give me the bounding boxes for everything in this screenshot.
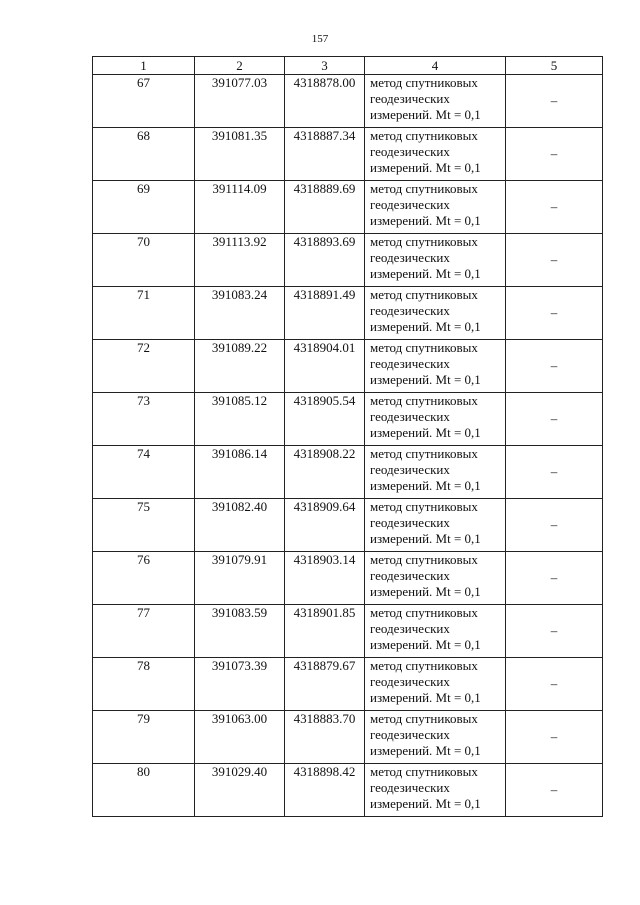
method-cell bbox=[365, 75, 506, 128]
coordinate-x-cell: 391081.35 bbox=[195, 128, 285, 181]
method-line: геодезических bbox=[370, 144, 450, 159]
method-line: измерений. Mt = 0,1 bbox=[370, 796, 481, 811]
method-line: измерений. Mt = 0,1 bbox=[370, 425, 481, 440]
method-line: измерений. Mt = 0,1 bbox=[370, 319, 481, 334]
method-line: геодезических bbox=[370, 303, 450, 318]
coordinate-y-cell: 4318889.69 bbox=[285, 181, 365, 234]
method-cell bbox=[365, 499, 506, 552]
coordinate-x-cell: 391085.12 bbox=[195, 393, 285, 446]
method-line: измерений. Mt = 0,1 bbox=[370, 160, 481, 175]
table-row bbox=[93, 605, 603, 658]
method-cell bbox=[365, 605, 506, 658]
method-line: метод спутниковых bbox=[370, 658, 478, 673]
method-line: метод спутниковых bbox=[370, 393, 478, 408]
point-number-cell: 69 bbox=[93, 181, 195, 234]
method-cell bbox=[365, 234, 506, 287]
coordinates-table bbox=[92, 56, 603, 817]
method-cell bbox=[365, 446, 506, 499]
table-row bbox=[93, 234, 603, 287]
point-number-cell: 72 bbox=[93, 340, 195, 393]
point-number-cell: 74 bbox=[93, 446, 195, 499]
method-line: измерений. Mt = 0,1 bbox=[370, 637, 481, 652]
method-line: метод спутниковых bbox=[370, 499, 478, 514]
method-line: метод спутниковых bbox=[370, 340, 478, 355]
method-cell bbox=[365, 128, 506, 181]
coordinate-y-cell: 4318908.22 bbox=[285, 446, 365, 499]
coordinate-x-cell: 391073.39 bbox=[195, 658, 285, 711]
point-number-cell: 68 bbox=[93, 128, 195, 181]
table-body bbox=[93, 75, 603, 817]
method-line: геодезических bbox=[370, 356, 450, 371]
coordinate-x-cell: 391114.09 bbox=[195, 181, 285, 234]
method-cell bbox=[365, 552, 506, 605]
method-cell bbox=[365, 340, 506, 393]
point-number-cell: 75 bbox=[93, 499, 195, 552]
table-row bbox=[93, 128, 603, 181]
method-line: измерений. Mt = 0,1 bbox=[370, 478, 481, 493]
method-line: измерений. Mt = 0,1 bbox=[370, 584, 481, 599]
method-line: измерений. Mt = 0,1 bbox=[370, 107, 481, 122]
method-line: геодезических bbox=[370, 568, 450, 583]
note-cell: – bbox=[506, 499, 603, 552]
note-cell: – bbox=[506, 128, 603, 181]
method-line: метод спутниковых bbox=[370, 128, 478, 143]
method-line: метод спутниковых bbox=[370, 446, 478, 461]
table-row bbox=[93, 340, 603, 393]
coordinate-x-cell: 391082.40 bbox=[195, 499, 285, 552]
table-row bbox=[93, 658, 603, 711]
column-header-4: 4 bbox=[365, 57, 506, 75]
method-line: геодезических bbox=[370, 515, 450, 530]
point-number-cell: 79 bbox=[93, 711, 195, 764]
method-line: геодезических bbox=[370, 197, 450, 212]
coordinate-x-cell: 391089.22 bbox=[195, 340, 285, 393]
note-cell: – bbox=[506, 711, 603, 764]
method-line: метод спутниковых bbox=[370, 764, 478, 779]
table-row bbox=[93, 499, 603, 552]
method-line: метод спутниковых bbox=[370, 287, 478, 302]
coordinate-x-cell: 391083.59 bbox=[195, 605, 285, 658]
coordinate-y-cell: 4318887.34 bbox=[285, 128, 365, 181]
note-cell: – bbox=[506, 234, 603, 287]
table-row bbox=[93, 764, 603, 817]
coordinate-x-cell: 391029.40 bbox=[195, 764, 285, 817]
table-row bbox=[93, 287, 603, 340]
coordinate-y-cell: 4318901.85 bbox=[285, 605, 365, 658]
point-number-cell: 78 bbox=[93, 658, 195, 711]
coordinate-x-cell: 391083.24 bbox=[195, 287, 285, 340]
method-cell bbox=[365, 393, 506, 446]
method-cell bbox=[365, 287, 506, 340]
method-line: геодезических bbox=[370, 621, 450, 636]
method-line: метод спутниковых bbox=[370, 711, 478, 726]
method-line: геодезических bbox=[370, 727, 450, 742]
column-header-1: 1 bbox=[93, 57, 195, 75]
column-header-5: 5 bbox=[506, 57, 603, 75]
point-number-cell: 80 bbox=[93, 764, 195, 817]
note-cell: – bbox=[506, 764, 603, 817]
method-cell bbox=[365, 764, 506, 817]
column-header-3: 3 bbox=[285, 57, 365, 75]
coordinate-y-cell: 4318883.70 bbox=[285, 711, 365, 764]
method-cell bbox=[365, 181, 506, 234]
note-cell: – bbox=[506, 552, 603, 605]
coordinate-x-cell: 391077.03 bbox=[195, 75, 285, 128]
coordinate-y-cell: 4318879.67 bbox=[285, 658, 365, 711]
column-header-2: 2 bbox=[195, 57, 285, 75]
coordinate-y-cell: 4318898.42 bbox=[285, 764, 365, 817]
method-line: геодезических bbox=[370, 250, 450, 265]
point-number-cell: 70 bbox=[93, 234, 195, 287]
point-number-cell: 71 bbox=[93, 287, 195, 340]
coordinate-y-cell: 4318903.14 bbox=[285, 552, 365, 605]
method-line: измерений. Mt = 0,1 bbox=[370, 213, 481, 228]
table-header-row bbox=[93, 57, 603, 75]
table-row bbox=[93, 711, 603, 764]
table-row bbox=[93, 552, 603, 605]
method-line: метод спутниковых bbox=[370, 552, 478, 567]
coordinate-y-cell: 4318905.54 bbox=[285, 393, 365, 446]
method-line: геодезических bbox=[370, 780, 450, 795]
coordinate-y-cell: 4318893.69 bbox=[285, 234, 365, 287]
coordinate-y-cell: 4318904.01 bbox=[285, 340, 365, 393]
coordinate-x-cell: 391086.14 bbox=[195, 446, 285, 499]
point-number-cell: 73 bbox=[93, 393, 195, 446]
method-cell bbox=[365, 658, 506, 711]
method-line: метод спутниковых bbox=[370, 181, 478, 196]
method-line: метод спутниковых bbox=[370, 75, 478, 90]
coordinate-y-cell: 4318891.49 bbox=[285, 287, 365, 340]
table-row bbox=[93, 75, 603, 128]
note-cell: – bbox=[506, 75, 603, 128]
point-number-cell: 76 bbox=[93, 552, 195, 605]
point-number-cell: 77 bbox=[93, 605, 195, 658]
table-row bbox=[93, 181, 603, 234]
coordinate-x-cell: 391113.92 bbox=[195, 234, 285, 287]
note-cell: – bbox=[506, 605, 603, 658]
table-row bbox=[93, 446, 603, 499]
method-line: измерений. Mt = 0,1 bbox=[370, 531, 481, 546]
method-line: измерений. Mt = 0,1 bbox=[370, 266, 481, 281]
method-line: измерений. Mt = 0,1 bbox=[370, 372, 481, 387]
method-line: геодезических bbox=[370, 409, 450, 424]
method-cell bbox=[365, 711, 506, 764]
point-number-cell: 67 bbox=[93, 75, 195, 128]
method-line: измерений. Mt = 0,1 bbox=[370, 690, 481, 705]
table-row bbox=[93, 393, 603, 446]
coordinate-x-cell: 391079.91 bbox=[195, 552, 285, 605]
note-cell: – bbox=[506, 658, 603, 711]
note-cell: – bbox=[506, 287, 603, 340]
method-line: измерений. Mt = 0,1 bbox=[370, 743, 481, 758]
page-number: 157 bbox=[311, 33, 329, 45]
method-line: метод спутниковых bbox=[370, 234, 478, 249]
method-line: геодезических bbox=[370, 91, 450, 106]
coordinate-x-cell: 391063.00 bbox=[195, 711, 285, 764]
coordinate-y-cell: 4318878.00 bbox=[285, 75, 365, 128]
coordinate-y-cell: 4318909.64 bbox=[285, 499, 365, 552]
note-cell: – bbox=[506, 393, 603, 446]
method-line: геодезических bbox=[370, 674, 450, 689]
note-cell: – bbox=[506, 340, 603, 393]
method-line: геодезических bbox=[370, 462, 450, 477]
note-cell: – bbox=[506, 446, 603, 499]
method-line: метод спутниковых bbox=[370, 605, 478, 620]
note-cell: – bbox=[506, 181, 603, 234]
